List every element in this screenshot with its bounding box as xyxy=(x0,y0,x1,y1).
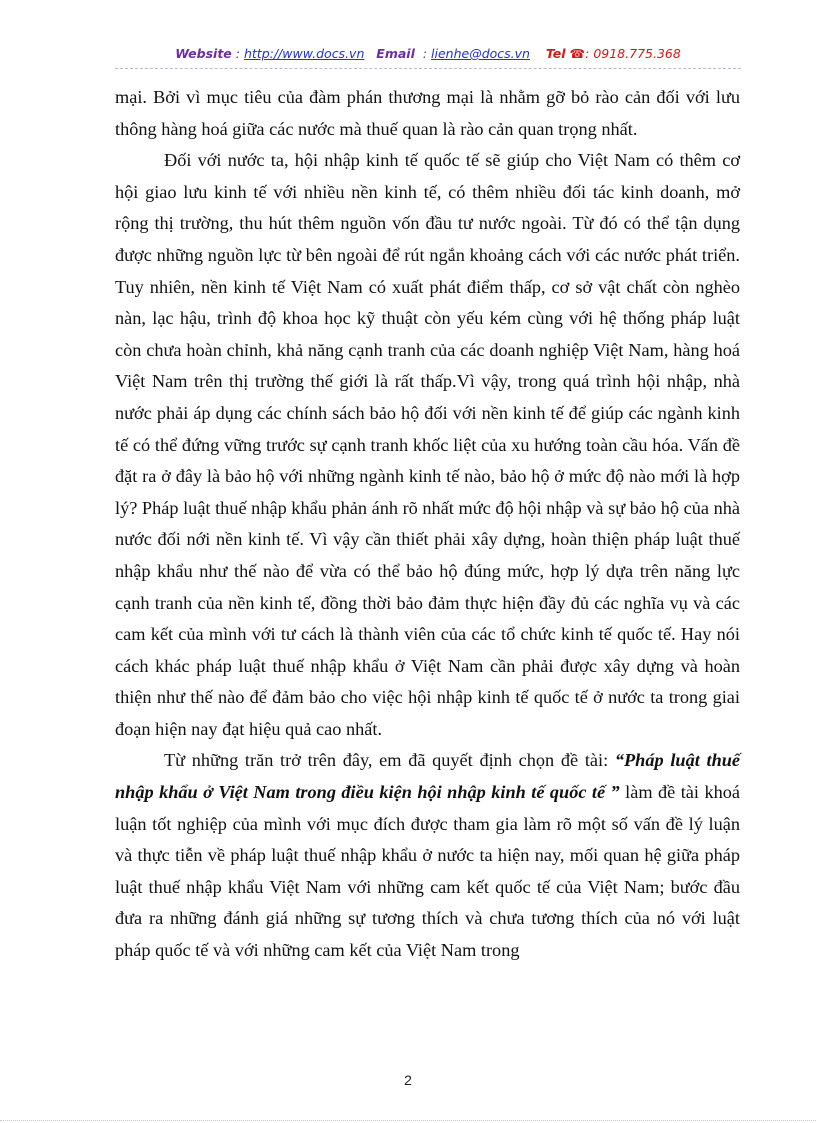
email-separator: : xyxy=(422,46,428,61)
email-label: Email xyxy=(376,46,415,61)
paragraph-topic xyxy=(115,745,740,966)
phone-icon: ☎ xyxy=(569,46,586,61)
page-bottom-edge xyxy=(0,1120,816,1121)
page-number: 2 xyxy=(404,1072,412,1088)
paragraph-integration: Đối với nước ta, hội nhập kinh tế quốc tế sẽ giúp cho Việt Nam có thêm cơ hội giao lưu kinh tế với nhiều nền kinh tế, có thêm nhiều đối tác kinh doanh, mở rộng thị trường, thu hút thêm nguồn vốn đầu tư nước ngoài. Từ đó có thể tận dụng được những nguồn lực từ bên ngoài để rút ngắn khoảng cách với các nước phát triển. Tuy nhiên, nền kinh tế Việt Nam có xuất phát điểm thấp, cơ sở vật chất còn nghèo nàn, lạc hậu, trình độ khoa học kỹ thuật còn yếu kém cùng với hệ thống pháp luật còn chưa hoàn chỉnh, khả năng cạnh tranh của các doanh nghiệp Việt Nam, hàng hoá Việt Nam trên thị trường thế giới là rất thấp.Vì vậy, trong quá trình hội nhập, nhà nước phải áp dụng các chính sách bảo hộ đối với nền kinh tế để giúp các ngành kinh tế có thể đứng vững trước sự cạnh tranh khốc liệt của xu hướng toàn cầu hóa. Vấn đề đặt ra ở đây là bảo hộ với những ngành kinh tế nào, bảo hộ ở mức độ nào mới là hợp lý? Pháp luật thuế nhập khẩu phản ánh rõ nhất mức độ hội nhập và sự bảo hộ của nhà nước đối nới nền kinh tế. Vì vậy cần thiết phải xây dựng, hoàn thiện pháp luật thuế nhập khẩu như thế nào để vừa có thể bảo hộ đúng mức, hợp lý dựa trên năng lực cạnh tranh của nền kinh tế, đồng thời bảo đảm thực hiện đầy đủ các nghĩa vụ và các cam kết của mình với tư cách là thành viên của các tổ chức kinh tế quốc tế. Hay nói cách khác pháp luật thuế nhập khẩu ở Việt Nam cần phải được xây dựng và hoàn thiện như thế nào để đảm bảo cho việc hội nhập kinh tế quốc tế ở nước ta trong giai đoạn hiện nay đạt hiệu quả cao nhất. xyxy=(115,150,740,739)
paragraph-continuation: mại. Bởi vì mục tiêu của đàm phán thương mại là nhằm gỡ bỏ rào cản đối với lưu thông hàng hoá giữa các nước mà thuế quan là rào cản quan trọng nhất. xyxy=(115,87,740,139)
website-separator: : xyxy=(235,46,240,61)
tel-label: Tel xyxy=(545,46,566,61)
topic-body-text: làm đề tài khoá luận tốt nghiệp của mình với mục đích được tham gia làm rõ một số vấn đề lý luận và thực tiễn về pháp luật thuế nhập khẩu ở nước ta hiện nay, mối quan hệ giữa pháp luật thuế nhập khẩu Việt Nam với những cam kết quốc tế của Việt Nam; bước đầu đưa ra những đánh giá những sự tương thích và chưa tương thích của nó với luật pháp quốc tế và với những cam kết của Việt Nam trong xyxy=(115,782,740,961)
topic-intro-text: Từ những trăn trở trên đây, em đã quyết định chọn đề tài: xyxy=(164,750,615,771)
tel-separator: : xyxy=(585,46,590,61)
thesis-title: “Pháp luật thuế nhập khẩu ở Việt Nam trong điều kiện hội nhập kinh tế quốc tế ” xyxy=(115,750,741,803)
website-link[interactable]: http://www.docs.vn xyxy=(243,46,365,61)
header-divider xyxy=(115,68,741,69)
page-header xyxy=(115,46,741,61)
email-link[interactable]: lienhe@docs.vn xyxy=(431,46,530,61)
website-label: Website xyxy=(175,46,232,61)
document-body xyxy=(115,82,740,967)
tel-number: 0918.775.368 xyxy=(593,46,681,61)
